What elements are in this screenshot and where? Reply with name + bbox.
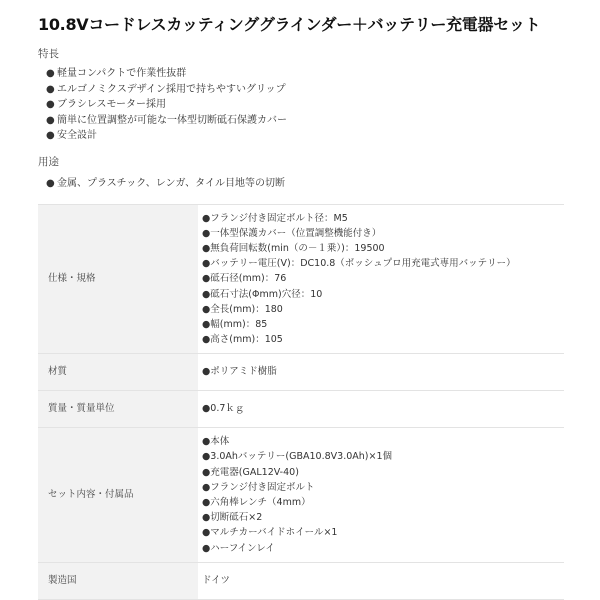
- table-row: [38, 563, 564, 600]
- spec-label: 材質: [38, 354, 198, 391]
- list-item: ●砥石径(mm)：76: [202, 273, 287, 285]
- product-title: 10.8Vコードレスカッティンググラインダー＋バッテリー充電器セット: [38, 15, 541, 34]
- bullet-icon: ●: [202, 242, 211, 254]
- table-row: [38, 205, 564, 354]
- bullet-icon: ●: [202, 288, 211, 300]
- list-item: ●ハーフインレイ: [202, 542, 275, 554]
- spec-value: [198, 391, 564, 428]
- table-row: [38, 391, 564, 428]
- bullet-icon: ●: [202, 273, 211, 285]
- list-item: ●幅(mm)：85: [202, 319, 268, 330]
- bullet-icon: ●: [202, 481, 211, 493]
- spec-label: 仕様・規格: [38, 205, 198, 354]
- bullet-icon: ●: [202, 466, 211, 478]
- bullet-icon: ●: [202, 542, 211, 554]
- list-item: ●充電器(GAL12V-40): [202, 466, 299, 478]
- bullet-icon: ●: [46, 68, 55, 79]
- bullet-icon: ●: [202, 212, 211, 224]
- spec-label: 製造国: [38, 563, 198, 600]
- uses-list: [46, 176, 285, 192]
- bullet-icon: ●: [202, 319, 211, 330]
- list-item: ●バッテリー電圧(V)：DC10.8（ボッシュプロ用充電式専用バッテリー）: [202, 258, 516, 270]
- table-row: [38, 354, 564, 391]
- bullet-icon: ●: [46, 114, 55, 126]
- bullet-icon: ●: [202, 497, 211, 508]
- spec-table: [38, 204, 564, 600]
- features-list: [46, 66, 287, 144]
- bullet-icon: ●: [202, 512, 211, 524]
- bullet-icon: ●: [46, 99, 55, 111]
- spec-value: [198, 428, 564, 563]
- bullet-icon: ●: [202, 436, 211, 448]
- list-item: ●高さ(mm)：105: [202, 334, 283, 346]
- list-item: ●本体: [202, 436, 230, 448]
- spec-value: [198, 354, 564, 391]
- bullet-icon: ●: [202, 451, 211, 463]
- bullet-icon: ●: [202, 227, 211, 239]
- list-item: ●フランジ付き固定ボルト: [202, 481, 315, 493]
- table-row: [38, 428, 564, 563]
- list-item: ● 簡単に位置調整が可能な一体型切断砥石保護カバー: [46, 113, 287, 129]
- bullet-icon: ●: [202, 527, 211, 539]
- features-heading: 特長: [38, 48, 59, 60]
- list-item: ● 金属、プラスチック、レンガ、タイル目地等の切断: [46, 176, 285, 192]
- list-item: ● 安全設計: [46, 128, 287, 144]
- list-item: ●切断砥石×2: [202, 512, 263, 524]
- list-item: ●マルチカーバイドホイール×1: [202, 527, 338, 539]
- bullet-icon: ●: [202, 334, 211, 346]
- bullet-icon: ●: [202, 366, 211, 378]
- spec-label: セット内容・付属品: [38, 428, 198, 563]
- list-item: ●0.7ｋｇ: [202, 403, 245, 415]
- list-item: ●一体型保護カバー（位置調整機能付き）: [202, 227, 382, 239]
- list-item: ● エルゴノミクスデザイン採用で持ちやすいグリップ: [46, 82, 287, 98]
- list-item: ● 軽量コンパクトで作業性抜群: [46, 66, 287, 82]
- bullet-icon: ●: [46, 178, 55, 189]
- bullet-icon: ●: [202, 303, 211, 315]
- spec-label: 質量・質量単位: [38, 391, 198, 428]
- spec-value: [198, 205, 564, 354]
- list-item: ●3.0Ahバッテリー(GBA10.8V3.0Ah)×1個: [202, 451, 392, 463]
- list-item: ● ブラシレスモーター採用: [46, 97, 287, 113]
- spec-value: ドイツ: [198, 563, 564, 600]
- bullet-icon: ●: [202, 403, 211, 415]
- bullet-icon: ●: [202, 258, 211, 270]
- list-item: ●砥石寸法(Φmm)穴径：10: [202, 288, 323, 300]
- list-item: ●六角棒レンチ（4mm）: [202, 497, 311, 508]
- list-item: ●無負荷回転数(min（の－１乗）)：19500: [202, 242, 385, 254]
- bullet-icon: ●: [46, 83, 55, 95]
- uses-heading: 用途: [38, 156, 59, 168]
- list-item: ●フランジ付き固定ボルト径：M5: [202, 212, 348, 224]
- list-item: ●全長(mm)：180: [202, 303, 283, 315]
- list-item: ●ポリアミド樹脂: [202, 366, 277, 378]
- bullet-icon: ●: [46, 130, 55, 142]
